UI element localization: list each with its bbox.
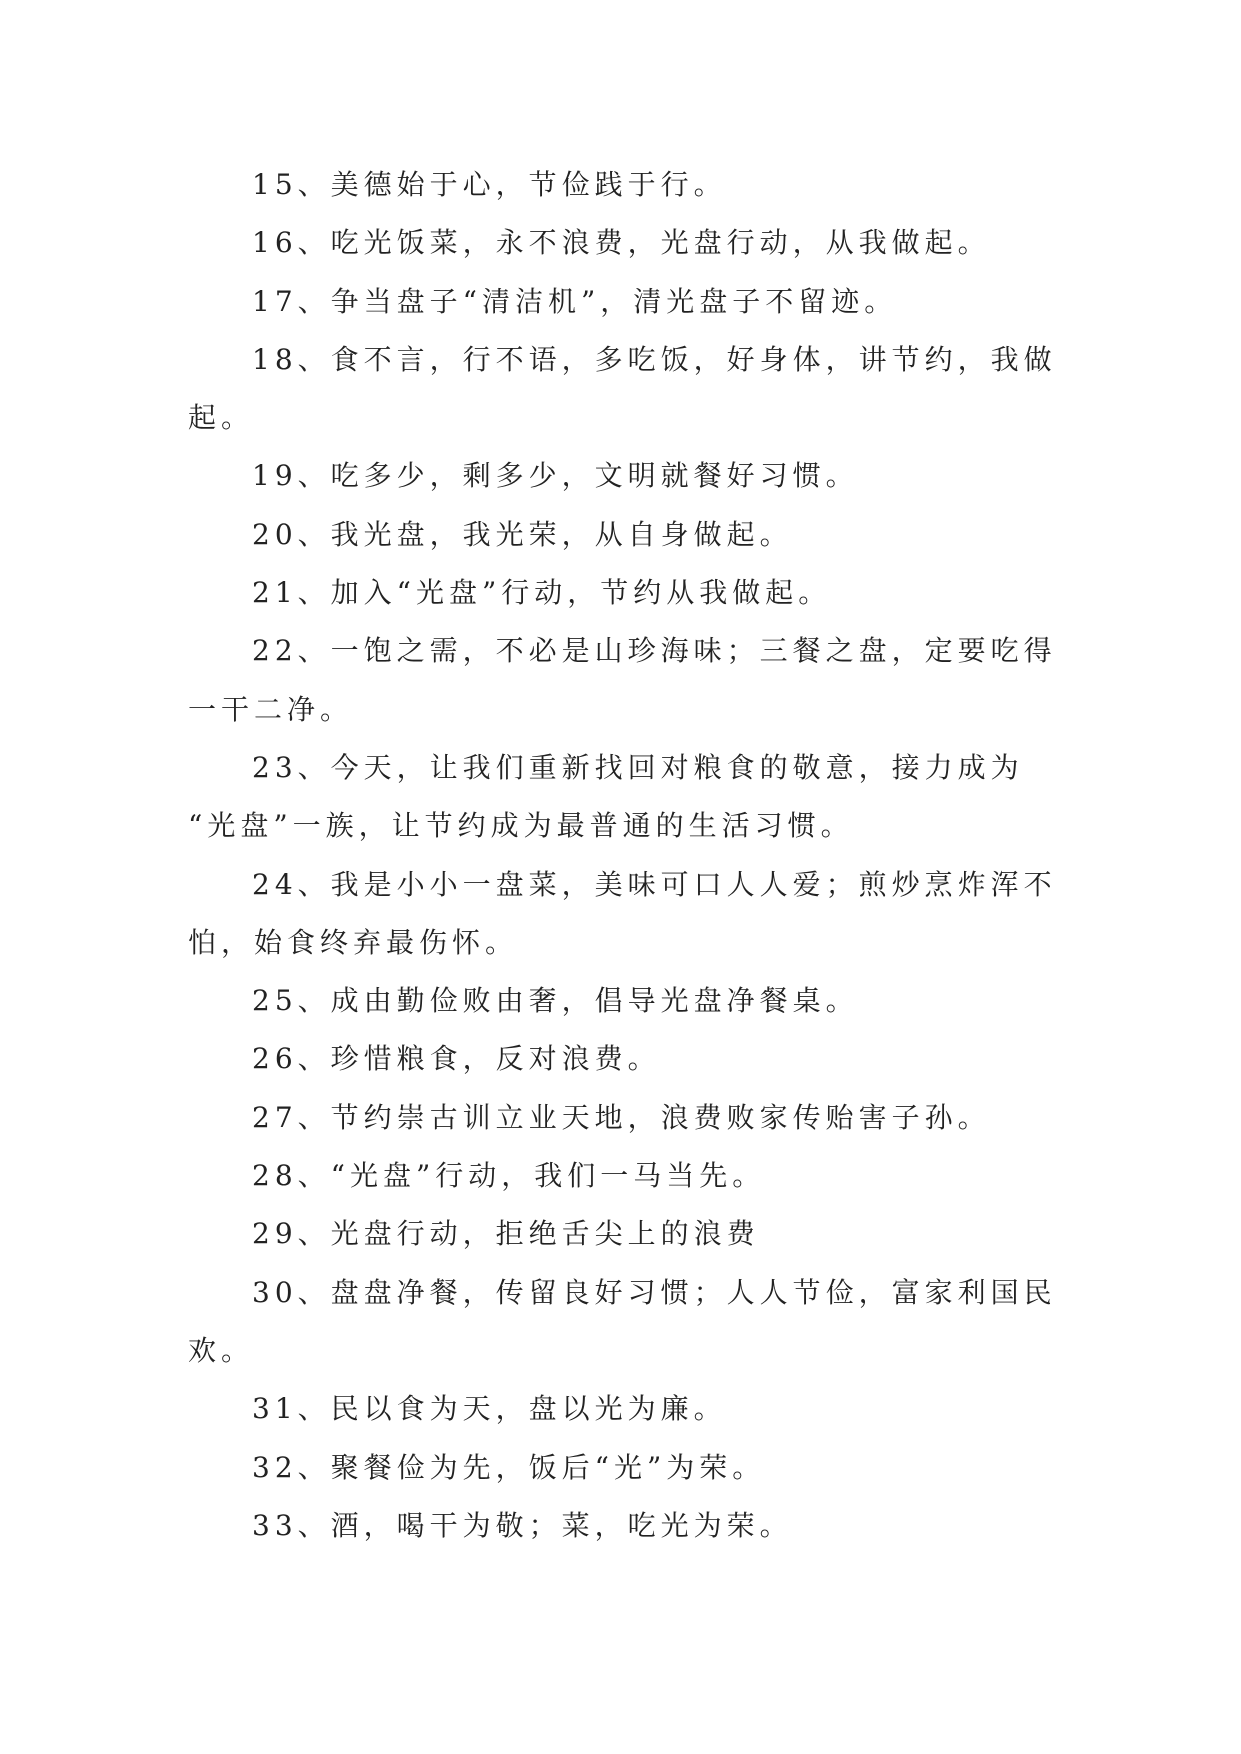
item-16-line-1: 16、吃光饭菜，永不浪费，光盘行动，从我做起。 [252,226,991,260]
item-18-line-2: 起。 [188,401,255,435]
item-22-line-1: 22、一饱之需，不必是山珍海味；三餐之盘，定要吃得 [252,634,1057,668]
item-18-line-1: 18、食不言，行不语，多吃饭，好身体，讲节约，我做 [252,342,1057,376]
item-33-line-1: 33、酒，喝干为敬；菜，吃光为荣。 [252,1508,793,1542]
item-24-line-1: 24、我是小小一盘菜，美味可口人人爱；煎炒烹炸浑不 [252,867,1057,901]
item-29-line-1: 29、光盘行动，拒绝舌尖上的浪费 [252,1217,760,1251]
item-22-line-2: 一干二净。 [188,692,354,726]
slogan-list [188,156,1068,1555]
item-23-line-1: 23、今天，让我们重新找回对粮食的敬意，接力成为 [252,750,1024,784]
item-30-line-1: 30、盘盘净餐，传留良好习惯；人人节俭，富家利国民 [252,1275,1057,1309]
item-15-line-1: 15、美德始于心，节俭践于行。 [252,168,727,201]
item-31-line-1: 31、民以食为天，盘以光为廉。 [252,1392,727,1426]
item-19-line-1: 19、吃多少，剩多少，文明就餐好习惯。 [252,459,859,493]
item-27-line-1: 27、节约崇古训立业天地，浪费败家传贻害子孙。 [252,1100,991,1134]
item-21-line-1: 21、加入“光盘”行动，节约从我做起。 [252,576,832,610]
item-25-line-1: 25、成由勤俭败由奢，倡导光盘净餐桌。 [252,984,859,1018]
item-26-line-1: 26、珍惜粮食，反对浪费。 [252,1042,661,1076]
item-24-line-2: 怕，始食终弃最伤怀。 [188,925,519,959]
item-20-line-1: 20、我光盘，我光荣，从自身做起。 [252,517,793,551]
item-23-line-2: “光盘”一族，让节约成为最普通的生活习惯。 [188,809,854,843]
item-30-line-2: 欢。 [188,1333,255,1367]
item-28-line-1: 28、“光盘”行动，我们一马当先。 [252,1159,766,1193]
item-32-line-1: 32、聚餐俭为先，饭后“光”为荣。 [252,1450,766,1484]
item-17-line-1: 17、争当盘子“清洁机”，清光盘子不留迹。 [252,284,898,318]
